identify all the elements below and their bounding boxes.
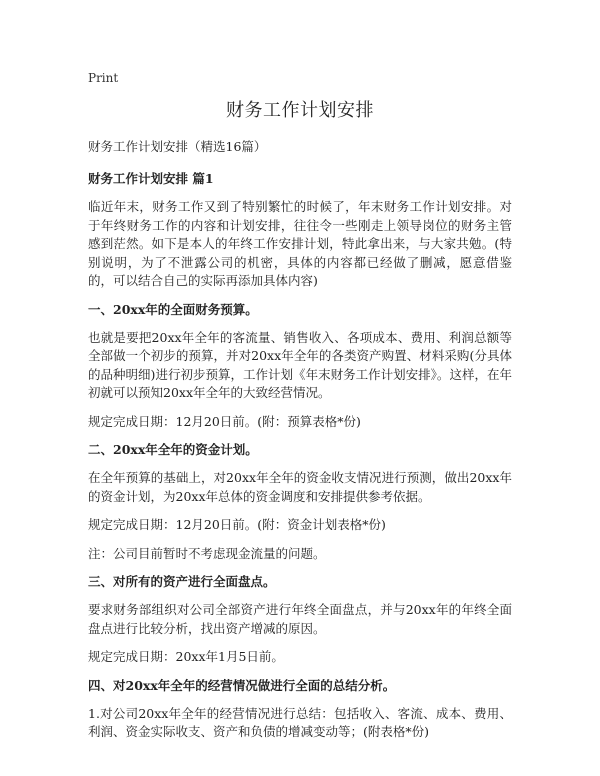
document-subtitle: 财务工作计划安排（精选16篇）	[88, 139, 267, 154]
item-paragraph: 注：公司目前暂时不考虑现金流量的问题。	[88, 545, 326, 561]
print-link[interactable]: Print	[88, 71, 119, 85]
item-paragraph: 规定完成日期：12月20日前。(附：资金计划表格*份)	[88, 517, 386, 532]
item-paragraph: 1.对公司20xx年全年的经营情况进行总结：包括收入、客流、成本、费用、利润、资金实际收支、资产和负债的增减变动等；(附表格*份)	[88, 705, 512, 739]
intro-paragraph: 临近年末，财务工作又到了特别繁忙的时候了，年末财务工作计划安排。对于年终财务工作的内容和计划安排，往往令一些刚走上领导岗位的财务主管感到茫然。如下是本人的年终工作安排计划，特此拿出来，与大家共勉。(特别说明，为了不泄露公司的机密，具体的内容都已经做了删减，愿意借鉴的，可以结合自己的实际再添加具体内容)	[88, 199, 512, 288]
item-heading-asset-inventory: 三、对所有的资产进行全面盘点。	[88, 574, 276, 589]
item-heading-annual-summary: 四、对20xx年全年的经营情况做进行全面的总结分析。	[88, 677, 396, 693]
document-title: 财务工作计划安排	[226, 100, 374, 121]
section-heading: 财务工作计划安排 篇1	[88, 171, 214, 186]
item-heading-funding-plan: 二、20xx年全年的资金计划。	[88, 442, 258, 457]
item-paragraph: 要求财务部组织对公司全部资产进行年终全面盘点，并与20xx年的年终全面盘点进行比较分析，找出资产增减的原因。	[88, 602, 512, 636]
item-paragraph: 规定完成日期：12月20日前。(附：预算表格*份)	[88, 413, 361, 429]
item-paragraph: 规定完成日期：20xx年1月5日前。	[88, 649, 284, 664]
item-paragraph: 在全年预算的基础上，对20xx年全年的资金收支情况进行预测，做出20xx年的资金计划，为20xx年总体的资金调度和安排提供参考依据。	[88, 470, 512, 504]
item-paragraph: 也就是要把20xx年全年的客流量、销售收入、各项成本、费用、利润总额等全部做一个初步的预算，并对20xx年全年的各类资产购置、材料采购(分具体的品种明细)进行初步预算，工作计划《年末财务工作计划安排》。这样，在年初就可以预知20xx年全年的大致经营情况。	[88, 329, 512, 400]
item-heading-budget: 一、20xx年的全面财务预算。	[88, 301, 258, 317]
